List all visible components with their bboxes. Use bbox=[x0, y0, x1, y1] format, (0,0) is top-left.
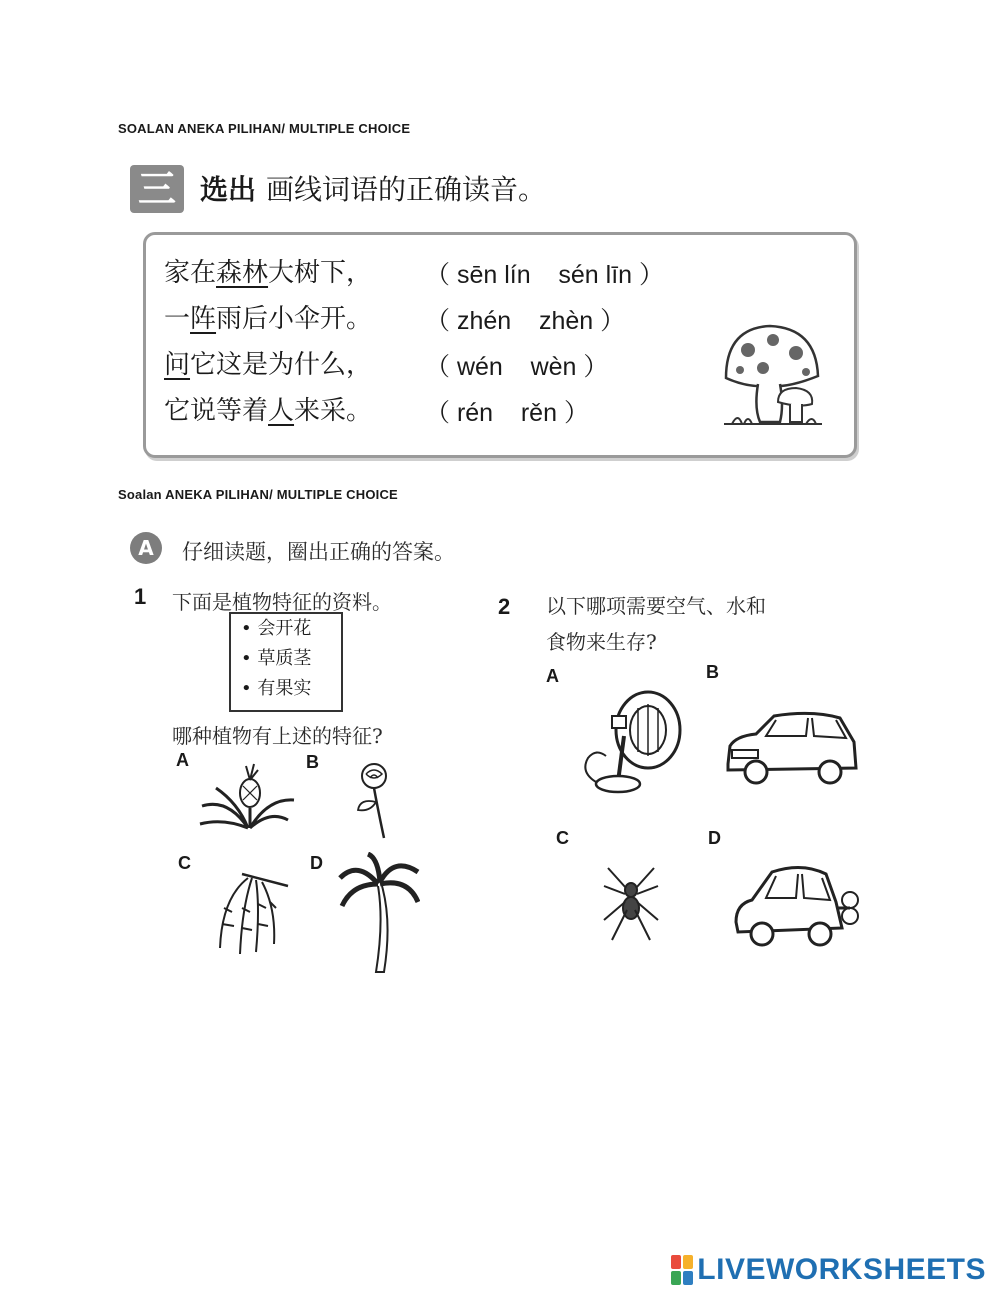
underlined-word: 人 bbox=[268, 396, 295, 426]
section-header-2: Soalan ANEKA PILIHAN/ MULTIPLE CHOICE bbox=[118, 487, 398, 502]
line-text: 雨后小伞开。 bbox=[216, 304, 373, 334]
q2-option-b[interactable]: B bbox=[706, 662, 719, 682]
q1-option-c[interactable]: C bbox=[178, 853, 191, 873]
section3-title-bold: 选出 bbox=[200, 173, 257, 206]
toy-car-icon bbox=[732, 862, 864, 952]
fan-icon bbox=[578, 686, 688, 794]
underlined-word: 阵 bbox=[190, 304, 217, 334]
q2-option-d[interactable]: D bbox=[708, 828, 721, 848]
line-text: 家在 bbox=[164, 258, 217, 288]
palm-tree-icon bbox=[338, 852, 420, 974]
line-text: 它说等着 bbox=[164, 396, 269, 426]
section-a-instruction: 仔细读题，圈出正确的答案。 bbox=[182, 540, 455, 564]
feature-item: • 有果实 bbox=[241, 678, 312, 699]
q2-option-c[interactable]: C bbox=[556, 828, 569, 848]
question-1-number: 1 bbox=[134, 584, 147, 609]
section-header-1: SOALAN ANEKA PILIHAN/ MULTIPLE CHOICE bbox=[118, 121, 411, 136]
feature-item: • 会开花 bbox=[241, 618, 312, 639]
q2-option-a[interactable]: A bbox=[546, 666, 559, 686]
q1-option-d[interactable]: D bbox=[310, 853, 323, 873]
feature-item: • 草质茎 bbox=[241, 648, 312, 669]
section-number-badge: 三 bbox=[130, 165, 184, 213]
mushroom-icon bbox=[718, 318, 828, 430]
pinyin-choice-3[interactable]: （ wén wèn ） bbox=[425, 353, 609, 381]
logo-text: LIVEWORKSHEETS bbox=[697, 1253, 986, 1286]
poem-line-3 bbox=[164, 344, 372, 381]
q1-option-a[interactable]: A bbox=[176, 750, 189, 770]
features-box bbox=[229, 612, 343, 712]
question-1-prompt: 哪种植物有上述的特征? bbox=[172, 724, 383, 748]
section3-title bbox=[200, 168, 546, 208]
fern-icon bbox=[212, 868, 292, 958]
question-2-text-line1: 以下哪项需要空气、水和 bbox=[546, 594, 766, 618]
spider-icon bbox=[600, 862, 662, 942]
q1-option-b[interactable]: B bbox=[306, 752, 319, 772]
logo-mark-icon bbox=[671, 1255, 693, 1285]
line-text: 来采。 bbox=[294, 396, 373, 426]
section-a-badge: A bbox=[130, 532, 162, 564]
pinyin-choice-1[interactable]: （ sēn lín sén līn ） bbox=[425, 261, 664, 289]
question-2-number: 2 bbox=[498, 594, 511, 619]
line-text: 它这是为什么， bbox=[190, 350, 373, 380]
line-text: 大树下， bbox=[268, 258, 373, 288]
poem-line-2 bbox=[164, 298, 372, 335]
poem-line-4 bbox=[164, 390, 372, 427]
underlined-word: 森林 bbox=[216, 258, 269, 288]
poem-line-1 bbox=[164, 252, 372, 289]
car-icon bbox=[722, 708, 862, 790]
underlined-word: 问 bbox=[164, 350, 191, 380]
question-1-text: 下面是植物特征的资料。 bbox=[172, 590, 392, 614]
liveworksheets-logo bbox=[671, 1253, 986, 1287]
question-2-text-line2: 食物来生存? bbox=[546, 630, 657, 654]
pinyin-choice-4[interactable]: （ rén rěn ） bbox=[425, 399, 589, 427]
section3-title-rest: 画线词语的正确读音。 bbox=[266, 173, 547, 206]
pineapple-icon bbox=[198, 758, 298, 833]
line-text: 一 bbox=[164, 304, 191, 334]
rose-icon bbox=[352, 760, 397, 840]
pinyin-choice-2[interactable]: （ zhén zhèn ） bbox=[425, 307, 626, 335]
